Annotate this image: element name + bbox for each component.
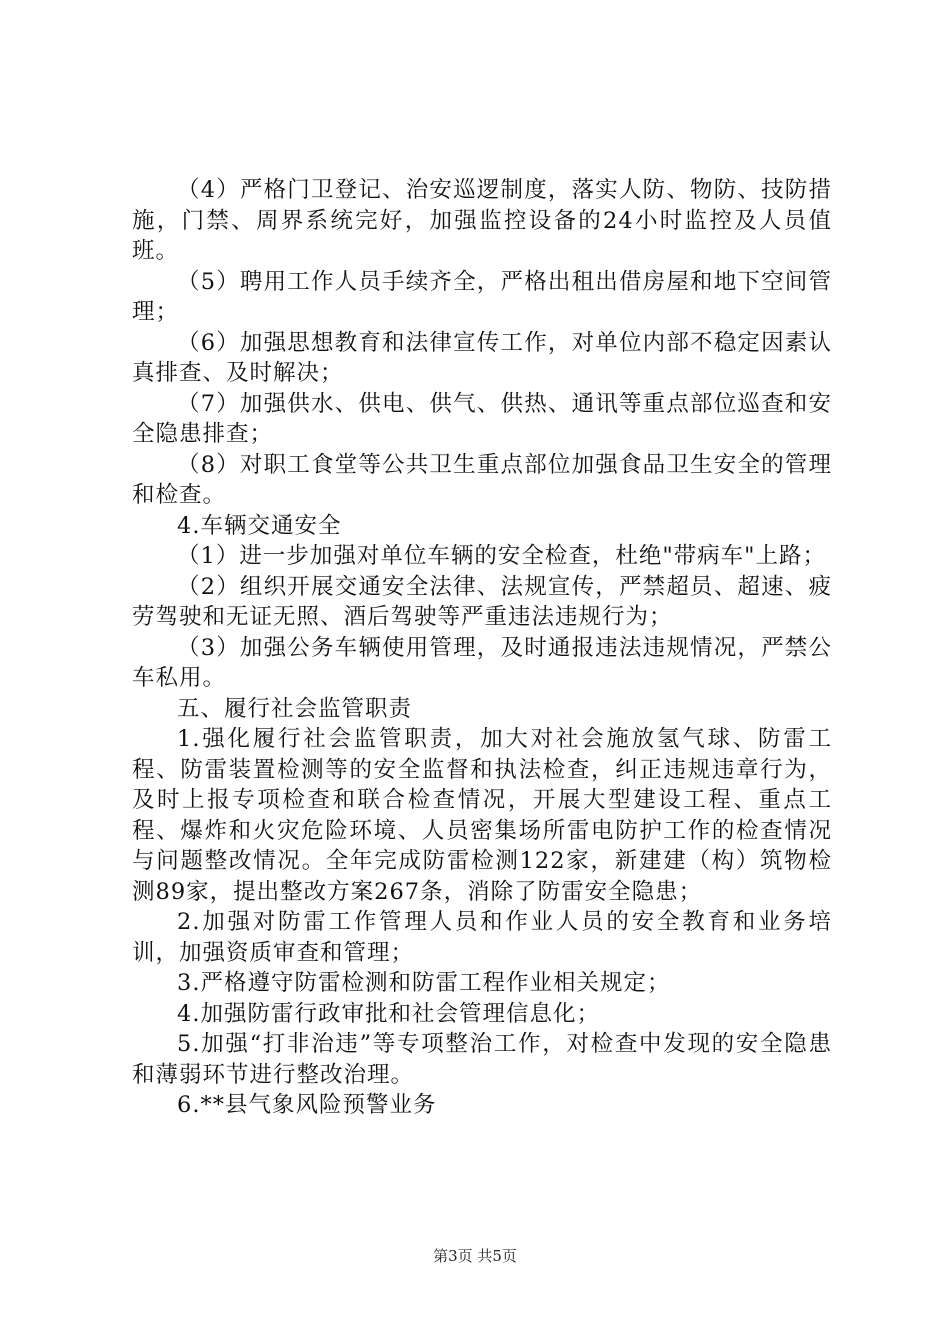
paragraph-supervision-3: 3.严格遵守防雷检测和防雷工程作业相关规定； — [177, 970, 671, 996]
section-heading-vehicle-safety: 4.车辆交通安全 — [177, 512, 342, 539]
section-heading-social-supervision: 五、履行社会监管职责 — [177, 695, 413, 722]
paragraph-vehicle-1: （1）进一步加强对单位车辆的安全检查，杜绝"带病车"上路； — [177, 543, 827, 569]
paragraph-vehicle-3: （3）加强公务车辆使用管理，及时通报违法违规情况，严禁公车私用。 — [132, 634, 832, 691]
paragraph-supervision-4: 4.加强防雷行政审批和社会管理信息化； — [177, 1000, 600, 1027]
paragraph-supervision-6: 6.**县气象风险预警业务 — [177, 1092, 437, 1118]
paragraph-item-5: （5）聘用工作人员手续齐全，严格出租出借房屋和地下空间管理； — [132, 268, 832, 325]
paragraph-supervision-1: 1.强化履行社会监管职责，加大对社会施放氢气球、防雷工程、防雷装置检测等的安全监督和执法检查，纠正违规违章行为，及时上报专项检查和联合检查情况，开展大型建设工程、重点工程、爆炸和火灾危险环境、人员密集场所雷电防护工作的检查情况与问题整改情况。全年完成防雷检测122家，新建建（构）筑物检测89家，提出整改方案267条，消除了防雷安全隐患； — [132, 726, 832, 905]
document-body — [132, 175, 832, 1121]
paragraph-item-4: （4）严格门卫登记、治安巡逻制度，落实人防、物防、技防措施，门禁、周界系统完好，加强监控设备的24小时监控及人员值班。 — [132, 177, 832, 264]
page-number-footer: 第3页 共5页 — [433, 1247, 517, 1265]
paragraph-vehicle-2: （2）组织开展交通安全法律、法规宣传，严禁超员、超速、疲劳驾驶和无证无照、酒后驾驶等严重违法违规行为； — [132, 573, 832, 630]
paragraph-item-7: （7）加强供水、供电、供气、供热、通讯等重点部位巡查和安全隐患排查； — [132, 390, 832, 447]
paragraph-supervision-5: 5.加强“打非治违”等专项整治工作，对检查中发现的安全隐患和薄弱环节进行整改治理。 — [132, 1031, 832, 1088]
paragraph-supervision-2: 2.加强对防雷工作管理人员和作业人员的安全教育和业务培训，加强资质审查和管理； — [132, 909, 832, 966]
paragraph-item-6: （6）加强思想教育和法律宣传工作，对单位内部不稳定因素认真排查、及时解决； — [132, 329, 832, 386]
paragraph-item-8: （8）对职工食堂等公共卫生重点部位加强食品卫生安全的管理和检查。 — [132, 451, 832, 508]
